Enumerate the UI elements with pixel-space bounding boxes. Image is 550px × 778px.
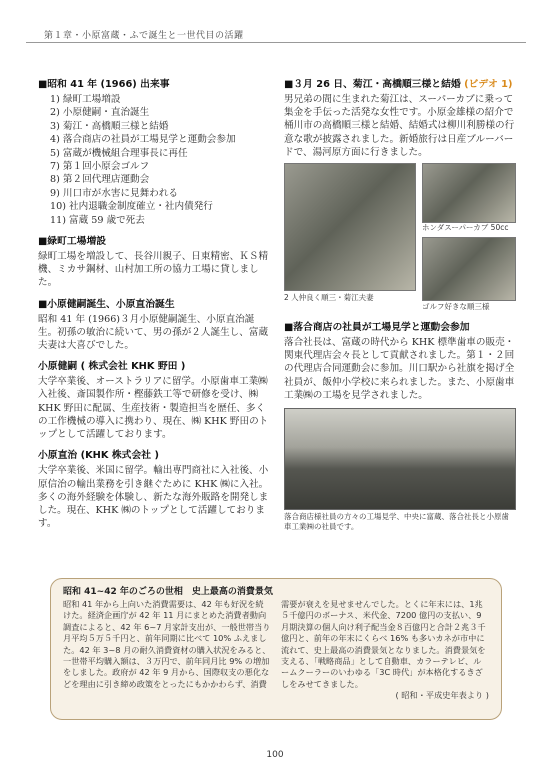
- event-item: 4) 落合商店の社員が工場見学と運動会参加: [50, 134, 236, 146]
- event-item: 10) 社内退職金制度確立・社内債発行: [50, 201, 213, 213]
- group-photo-caption: 落合商店様社員の方々の工場見学、中央に富蔵、落合社長と小原歯車工業㈱の社員です。: [284, 512, 509, 532]
- events-title: ■昭和 41 年 (1966) 出来事: [38, 79, 170, 90]
- naoji-section: [38, 449, 270, 530]
- right-column: [284, 78, 516, 540]
- event-item: 3) 菊江・高橋順三様と結婚: [50, 120, 169, 132]
- births-body: 昭和 41 年 (1966)３月小原健嗣誕生、小原直治誕生。初孫の敏治に続いて、男の孫が２人誕生し、富蔵夫妻は大喜びでした。: [38, 313, 269, 352]
- box-right-column: [281, 599, 489, 702]
- midoricho-section: [38, 235, 270, 290]
- box-left-text: 昭和 41 年から上向いた消費需要は、42 年も好況を続けた。経済企画庁が 42 年 11 月にまとめた消費者動向調査によると、42 年 6~7 月家計支出が、一般世帯当り月平均５万５千円と、前年同期に比べて 10% ふえました。42 年 3~8 月の耐久消費資材の購入状況をみると、一世帯平均購入額は、３万円で、前年同月比 9% の増加をしました。政府が 42 年 9 月から、国際収支の悪化などを理由に引き締め政策をとったにもかかわらず、消費: [63, 599, 271, 689]
- golf-photo: [422, 237, 516, 301]
- motorbike-caption: ホンダスーパーカブ 50cc: [422, 223, 509, 233]
- page-number: 100: [266, 750, 284, 760]
- golf-caption: ゴルフ好きな順三様: [422, 302, 490, 312]
- event-item: 1) 緑町工場増設: [50, 94, 121, 105]
- box-title: 昭和 41~42 年のごろの世相 史上最高の消費景気: [63, 587, 273, 597]
- kenji-section: [38, 360, 270, 441]
- couple-caption: 2 人仲良く順三・菊江夫妻: [284, 293, 374, 303]
- ochiai-title: ■落合商店の社員が工場見学と運動会参加: [284, 322, 470, 334]
- motorbike-photo: [422, 163, 516, 223]
- wedding-title-text: ■３月 26 日、菊江・高橋順三様と結婚: [284, 79, 461, 90]
- kenji-body: 大学卒業後、オーストラリアに留学。小原歯車工業㈱入社後、斎国製作所・樫藤鉄工等で研修を受け、㈱ KHK 野田に配属、生産技術・製造担当を歴任、多くの工作機械の導入に携わり、現在、㈱ KHK 野田のトップとして活躍しております。: [38, 376, 269, 441]
- couple-photo: [284, 163, 416, 291]
- events-list: [38, 93, 270, 227]
- event-item: 8) 第２回代理店運動会: [50, 174, 150, 186]
- consumer-boom-box: [50, 578, 502, 720]
- box-source: ( 昭和・平成史年表より ): [395, 690, 489, 701]
- midoricho-title: ■緑町工場増設: [38, 236, 107, 248]
- group-photo: [284, 408, 516, 510]
- naoji-title: 小原直治 (KHK 株式会社 ): [38, 450, 159, 462]
- ochiai-section: [284, 321, 516, 532]
- event-item: 2) 小原健嗣・直治誕生: [50, 107, 150, 119]
- event-item: 9) 川口市が水害に見舞われる: [50, 187, 179, 199]
- box-columns: [63, 599, 489, 702]
- video-link[interactable]: (ビデオ 1): [464, 79, 513, 90]
- event-item: 5) 富蔵が機械組合理事長に再任: [50, 147, 188, 159]
- wedding-body: 男兄弟の間に生まれた菊江は、スーパーカブに乗って集金を手伝った活発な女性です。小原金雄様の紹介で桶川市の高橋順三様と結婚、結婚式は柳川利勝様の行意な歌が披露されました。新婚旅行は日産ブルーバードで、湯河原方面に行きました。: [284, 94, 515, 158]
- header-divider: [26, 42, 526, 43]
- wedding-section: [284, 78, 516, 313]
- wedding-photos: [284, 163, 516, 313]
- event-item: 11) 富蔵 59 歳で死去: [50, 214, 145, 226]
- midoricho-body: 緑町工場を増設して、長谷川親子、日東精密、ＫＳ精機、ミカサ鋼材、山村加工所の協力工場に貸しました。: [38, 251, 269, 289]
- naoji-body: 大学卒業後、米国に留学。輸出専門商社に入社後、小原信治の輸出業務を引き継ぐために KHK ㈱に入社。多くの海外経験を体験し、新たな海外販路を開発しました。現在、KHK ㈱のトップとして活躍しております。: [38, 465, 269, 530]
- chapter-header: 第１章・小原富蔵・ふで誕生と一世代目の活躍: [44, 31, 244, 41]
- kenji-title: 小原健嗣 ( 株式会社 KHK 野田 ): [38, 361, 186, 373]
- births-section: [38, 298, 270, 353]
- births-title: ■小原健嗣誕生、小原直治誕生: [38, 298, 175, 310]
- box-right-text: 需要が衰えを見せませんでした。とくに年末には、1兆５千億円のボーナス、米代金、7200 億円の支払い、9 月期決算の個人向け利子配当金８百億円と合計２兆３千億円と、前年の年末にくらべ 16% も多いカネが市中に流れて、史上最高の消費景気となりました。消費景気を支える、「戦略商品」として自動車、カラーテレビ、ルームクーラーのいわゆる「3C 時代」が本格化するきざしをみせてきました。: [281, 599, 486, 689]
- events-section: [38, 78, 270, 227]
- ochiai-body: 落合社長は、富蔵の時代から KHK 標準歯車の販売・関東代理店会々長として貢献されました。第１・２回の代理店合同運動会に参加。川口駅から社旗を掲げ全社員が、飯仲小学校に来られました。また、小原歯車工業㈱の工場を見学されました。: [284, 337, 515, 401]
- wedding-title: [284, 78, 516, 91]
- left-column: [38, 78, 270, 538]
- event-item: 7) 第１回小原会ゴルフ: [50, 161, 150, 173]
